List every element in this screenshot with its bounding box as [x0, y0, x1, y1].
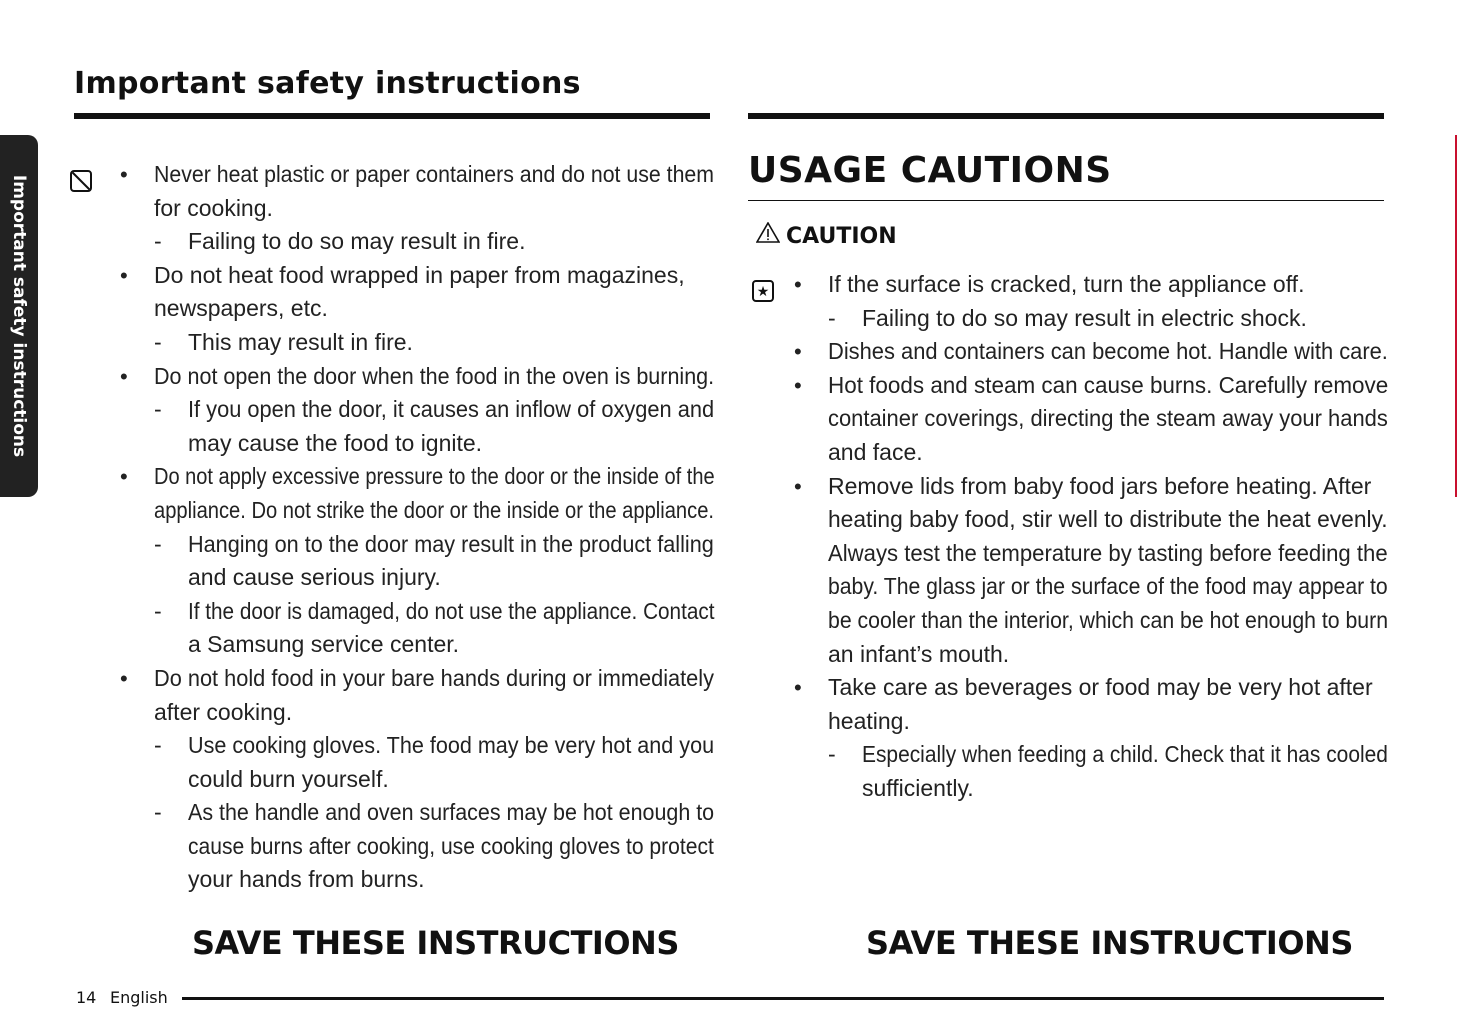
sub-line: - Use cooking gloves. The food may be very hot and you	[188, 732, 715, 759]
sub-item	[154, 225, 714, 259]
sub-line: - Failing to do so may result in electric shock.	[862, 304, 1307, 331]
item-line: and face.	[828, 438, 923, 465]
item-line: newspapers, etc.	[154, 295, 328, 322]
section-title: USAGE CAUTIONS	[748, 150, 1112, 191]
sub-line: may cause the food to ignite.	[188, 429, 483, 456]
list-item	[788, 470, 1388, 672]
sub-line: - Hanging on to the door may result in the product falling	[188, 530, 714, 557]
sub-line: cause burns after cooking, use cooking gloves to protect	[188, 832, 714, 859]
item-line: • Do not heat food wrapped in paper from magazines,	[154, 261, 685, 288]
item-line: after cooking.	[154, 698, 293, 725]
list-item	[788, 671, 1388, 805]
list-item	[788, 268, 1388, 335]
list-item	[114, 460, 714, 662]
item-line: • Never heat plastic or paper containers and do not use them	[154, 161, 714, 187]
left-list	[114, 158, 714, 897]
list-item	[114, 662, 714, 897]
sub-item	[154, 393, 714, 460]
item-line: be cooler than the interior, which can be hot enough to burn	[828, 606, 1389, 633]
list-item	[114, 259, 714, 360]
sub-line: - This may result in fire.	[188, 328, 413, 355]
item-line: • Do not open the door when the food in the oven is burning.	[154, 362, 715, 389]
sub-line: a Samsung service center.	[188, 631, 460, 658]
page-title: Important safety instructions	[74, 66, 581, 101]
item-line: heating.	[828, 707, 910, 734]
sub-item	[154, 528, 714, 595]
warning-triangle-icon	[756, 222, 780, 249]
sub-line: - Especially when feeding a child. Check that it has cooled	[862, 741, 1388, 768]
star-box-icon: ★	[752, 280, 774, 302]
footer-language: English	[110, 988, 168, 1007]
sub-item	[828, 738, 1388, 805]
header-rule-left	[74, 113, 710, 119]
list-item	[114, 158, 714, 259]
item-line: for cooking.	[154, 194, 273, 221]
item-line: • Dishes and containers can become hot. Handle with care.	[828, 338, 1388, 365]
item-line: • Do not hold food in your bare hands during or immediately	[154, 664, 715, 691]
list-item	[114, 360, 714, 461]
item-line: • Do not apply excessive pressure to the door or the inside of the	[154, 463, 715, 490]
sub-line: and cause serious injury.	[188, 564, 441, 591]
item-line: • Take care as beverages or food may be very hot after	[828, 674, 1373, 701]
list-item	[788, 335, 1388, 369]
edge-mark	[1455, 135, 1457, 497]
caution-heading	[756, 222, 897, 249]
item-line: container coverings, directing the steam away your hands	[828, 405, 1388, 432]
page-number: 14	[76, 988, 97, 1007]
save-instructions-right: SAVE THESE INSTRUCTIONS	[866, 924, 1353, 962]
save-instructions-left: SAVE THESE INSTRUCTIONS	[192, 924, 679, 962]
item-line: appliance. Do not strike the door or the inside or the appliance.	[154, 496, 715, 523]
sub-line: could burn yourself.	[188, 765, 389, 792]
sub-item	[828, 302, 1388, 336]
sub-line: your hands from burns.	[188, 866, 425, 893]
side-tab-label: Important safety instructions	[9, 174, 29, 458]
item-line: baby. The glass jar or the surface of the food may appear to	[828, 573, 1388, 600]
sub-item	[154, 729, 714, 796]
item-line: • If the surface is cracked, turn the appliance off.	[828, 271, 1305, 297]
sub-item	[154, 326, 714, 360]
sub-line: - As the handle and oven surfaces may be hot enough to	[188, 799, 715, 826]
no-symbol-icon	[70, 170, 92, 192]
section-rule	[748, 200, 1384, 201]
sub-line: - If you open the door, it causes an inflow of oxygen and	[188, 396, 715, 423]
sub-item	[154, 796, 714, 897]
footer-rule	[182, 997, 1384, 1000]
caution-label: CAUTION	[786, 224, 897, 249]
item-line: • Remove lids from baby food jars before heating. After	[828, 472, 1372, 499]
list-item	[788, 369, 1388, 470]
sub-line: - If the door is damaged, do not use the appliance. Contact	[188, 597, 715, 624]
item-line: an infant’s mouth.	[828, 640, 1010, 667]
item-line: • Hot foods and steam can cause burns. Carefully remove	[828, 371, 1389, 398]
sub-line: sufficiently.	[862, 774, 974, 801]
sub-line: - Failing to do so may result in fire.	[188, 228, 526, 255]
item-line: Always test the temperature by tasting before feeding the	[828, 539, 1388, 566]
header-rule-right	[748, 113, 1384, 119]
right-list	[788, 268, 1388, 806]
item-line: heating baby food, stir well to distribute the heat evenly.	[828, 506, 1388, 533]
sub-item	[154, 595, 714, 662]
